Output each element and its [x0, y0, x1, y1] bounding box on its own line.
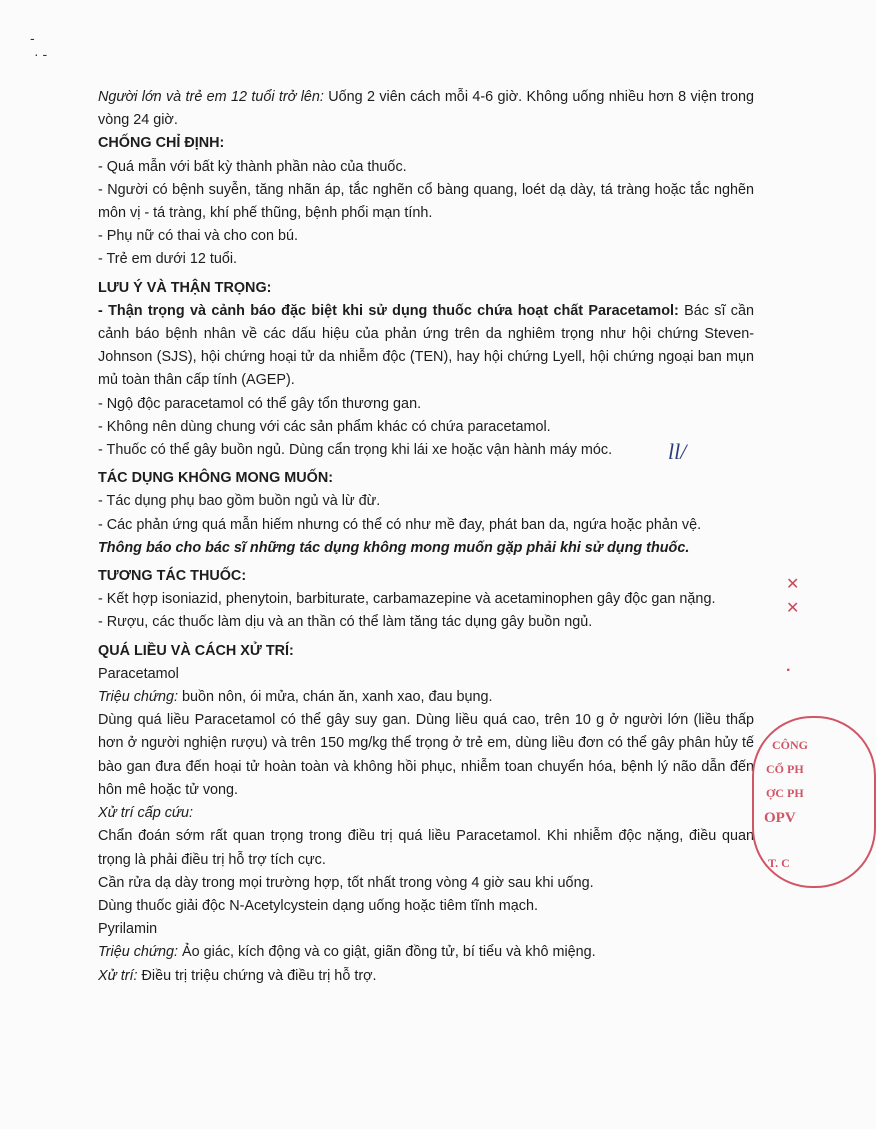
- pyrilamin-treatment: [98, 965, 754, 988]
- handwritten-initial: ll/: [668, 439, 687, 464]
- side-effect-item: - Các phản ứng quá mẫn hiếm nhưng có thể có như mề đay, phát ban da, ngứa hoặc phản vệ.: [98, 516, 702, 533]
- contraindications-heading: CHỐNG CHỈ ĐỊNH:: [98, 135, 225, 152]
- emergency-item: Cần rửa dạ dày trong mọi trường hợp, tốt nhất trong vòng 4 giờ sau khi uống.: [98, 874, 594, 891]
- paracetamol-symptoms-text: buồn nôn, ói mửa, chán ăn, xanh xao, đau bụng.: [178, 689, 493, 706]
- precautions-heading: LƯU Ý VÀ THẬN TRỌNG:: [98, 279, 272, 296]
- interactions-heading: TƯƠNG TÁC THUỐC:: [98, 568, 247, 585]
- contraindication-item: - Trẻ em dưới 12 tuổi.: [98, 251, 238, 268]
- precaution-warning-text: Bác sĩ cần cảnh báo bệnh nhân về các dấu hiệu của phản ứng trên da nghiêm trọng như hội chứng Steven-Johnson (SJS), hội chứng hoại tử da nhiễm độc (TEN), hay hội chứng Lyell, hội chứng ngoại ban mụn mủ toàn thân cấp tính (AGEP).: [98, 302, 755, 389]
- dosage-text: Uống 2 viên cách mỗi 4-6 giờ. Không uống nhiều hơn 8 viện trong vòng 24 giờ.: [98, 89, 754, 129]
- contraindication-item: - Quá mẫn với bất kỳ thành phần nào của thuốc.: [98, 158, 407, 175]
- paracetamol-detail: Dùng quá liều Paracetamol có thể gây suy gan. Dùng liều quá cao, trên 10 g ở người lớn (liều thấp hơn ở người nghiện rượu) và trên 150 mg/kg thể trọng ở trẻ em, dùng liều đơn có thể gây phân hủy tế bào gan đưa đến hoại tử hoàn toàn và không hồi phục, nhiễm toan chuyển hóa, bệnh lý não dẫn đến hôn mê hoặc tử vong.: [98, 712, 754, 798]
- contraindication-item: - Người có bệnh suyễn, tăng nhãn áp, tắc nghẽn cổ bàng quang, loét dạ dày, tá tràng hoặc tắc nghẽn môn vị - tá tràng, khí phế thũng, bệnh phổi mạn tính.: [98, 181, 754, 222]
- scan-speck: -: [30, 30, 35, 46]
- precaution-item: - Không nên dùng chung với các sản phẩm khác có chứa paracetamol.: [98, 418, 551, 435]
- pyrilamin-symptoms-text: Ảo giác, kích động và co giật, giãn đồng tử, bí tiểu và khô miệng.: [178, 944, 596, 961]
- pyrilamin-treatment-label: Xử trí:: [98, 967, 138, 984]
- red-edge-mark: ·: [786, 662, 792, 679]
- dosage-paragraph: [98, 86, 754, 132]
- precaution-item: - Thuốc có thể gây buồn ngủ. Dùng cẩn trọng khi lái xe hoặc vận hành máy móc.: [98, 442, 613, 459]
- paracetamol-symptoms: [98, 686, 754, 709]
- precaution-item: - Ngộ độc paracetamol có thể gây tổn thương gan.: [98, 395, 422, 412]
- stamp-line: CÔNG: [772, 738, 808, 752]
- overdose-heading: QUÁ LIỀU VÀ CÁCH XỬ TRÍ:: [98, 642, 294, 659]
- pyrilamin-symptoms: [98, 941, 754, 964]
- pyrilamin-symptoms-label: Triệu chứng:: [98, 944, 179, 961]
- document-page: [98, 86, 754, 988]
- stamp-line: OPV: [764, 810, 796, 826]
- red-edge-mark: ✕: [786, 576, 800, 593]
- precaution-warning: [98, 300, 754, 393]
- stamp-line: ỢC PH: [766, 786, 804, 800]
- emergency-item: Dùng thuốc giải độc N-Acetylcystein dạng uống hoặc tiêm tĩnh mạch.: [98, 897, 538, 914]
- stamp-line: T. C: [768, 856, 790, 870]
- emergency-label: Xử trí cấp cứu:: [98, 805, 194, 822]
- side-effects-notice: Thông báo cho bác sĩ những tác dụng không mong muốn gặp phải khi sử dụng thuốc.: [98, 539, 690, 556]
- company-stamp: [752, 716, 876, 888]
- paracetamol-label: Paracetamol: [98, 665, 179, 682]
- side-effect-item: - Tác dụng phụ bao gồm buồn ngủ và lừ đừ.: [98, 493, 381, 510]
- interaction-item: - Rượu, các thuốc làm dịu và an thần có thể làm tăng tác dụng gây buồn ngủ.: [98, 614, 593, 631]
- pyrilamin-label: Pyrilamin: [98, 921, 158, 938]
- precaution-warning-lead: - Thận trọng và cảnh báo đặc biệt khi sử dụng thuốc chứa hoạt chất Paracetamol:: [98, 302, 679, 319]
- stamp-line: CỔ PH: [766, 762, 804, 776]
- dosage-lead: Người lớn và trẻ em 12 tuổi trở lên:: [98, 89, 324, 105]
- contraindication-item: - Phụ nữ có thai và cho con bú.: [98, 228, 299, 245]
- emergency-item: Chẩn đoán sớm rất quan trọng trong điều trị quá liều Paracetamol. Khi nhiễm độc nặng, điều quan trọng là phải điều trị hỗ trợ tích cực.: [98, 828, 754, 868]
- scan-speck: · -: [34, 46, 48, 62]
- pyrilamin-treatment-text: Điều trị triệu chứng và điều trị hỗ trợ.: [137, 967, 377, 984]
- side-effects-heading: TÁC DỤNG KHÔNG MONG MUỐN:: [98, 470, 334, 487]
- red-edge-mark: ✕: [786, 600, 800, 617]
- paracetamol-symptoms-label: Triệu chứng:: [98, 689, 179, 706]
- interaction-item: - Kết hợp isoniazid, phenytoin, barbiturate, carbamazepine và acetaminophen gây độc gan nặng.: [98, 591, 716, 608]
